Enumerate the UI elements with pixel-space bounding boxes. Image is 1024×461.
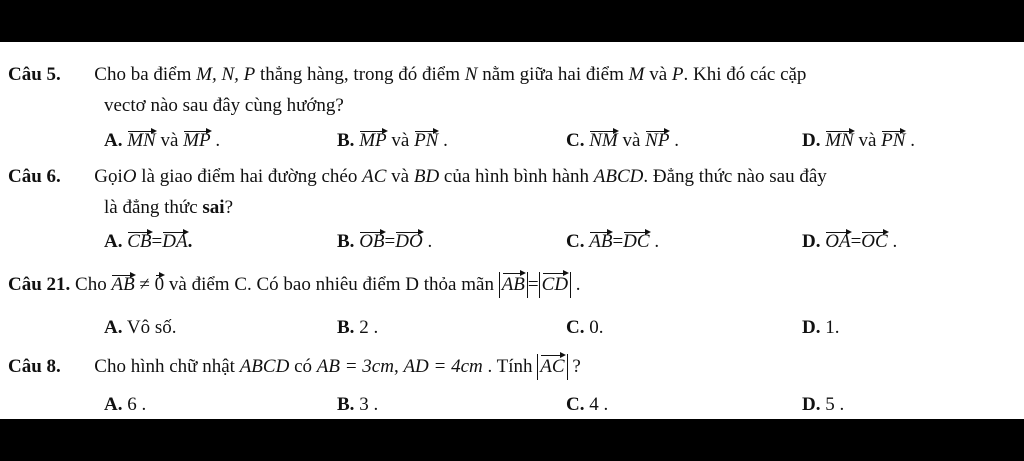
option-text: 5 . [825, 394, 845, 415]
text: . [892, 231, 898, 252]
text: . Đẳng thức nào sau đây [643, 166, 827, 187]
question-21-option-b[interactable] [337, 317, 378, 339]
document-page [0, 42, 1024, 419]
vector: CD [542, 272, 568, 298]
text: và [858, 130, 877, 151]
text: và [622, 130, 641, 151]
vector: AB [502, 272, 525, 298]
option-label: D. [802, 394, 821, 415]
text: ≠ [139, 274, 150, 295]
vector: DO [395, 231, 423, 252]
text: của hình bình hành [443, 166, 590, 187]
text: = [612, 231, 624, 252]
option-text: 0. [589, 317, 604, 338]
question-6-number: Câu 6. [8, 166, 61, 187]
text: . [910, 130, 915, 151]
math-var: O [122, 166, 137, 187]
math-var: M [628, 64, 645, 85]
text: và [391, 130, 410, 151]
math-expr: AD = 4cm [403, 356, 483, 377]
option-label: B. [337, 394, 355, 415]
question-21-option-a[interactable] [104, 317, 177, 339]
question-21-line-1 [8, 272, 581, 298]
option-label: D. [802, 231, 821, 252]
text: là giao điểm hai đường chéo [141, 166, 358, 187]
question-6-option-a[interactable] [104, 231, 192, 253]
option-label: A. [104, 394, 123, 415]
text: Cho ba điểm [94, 64, 192, 85]
text: ? [572, 356, 581, 377]
question-5-option-b[interactable] [337, 130, 448, 152]
question-6-line-1 [8, 166, 827, 188]
question-8-number: Câu 8. [8, 356, 61, 377]
question-5-option-a[interactable] [104, 130, 220, 152]
vector: MN [127, 130, 156, 151]
math-var: ABCD [593, 166, 644, 187]
option-text: 6 . [127, 394, 147, 415]
math-var: AC [362, 166, 387, 187]
text: Cho [75, 274, 107, 295]
option-label: B. [337, 130, 355, 151]
text: . Khi đó các cặp [683, 64, 807, 85]
vector: OA [825, 231, 851, 252]
vector: MP [359, 130, 387, 151]
vector: PN [881, 130, 906, 151]
vector: PN [414, 130, 439, 151]
vector: NM [589, 130, 618, 151]
emphasis: sai [202, 197, 225, 218]
question-5-line-1 [8, 64, 806, 86]
vector: AB [589, 231, 613, 252]
text: Gọi [94, 166, 123, 187]
text: và [649, 64, 668, 85]
question-21-option-d[interactable] [802, 317, 839, 339]
question-8-option-a[interactable] [104, 394, 146, 416]
text: . [427, 231, 433, 252]
question-21-option-c[interactable] [566, 317, 603, 339]
text: có [294, 356, 312, 377]
abs-value [537, 354, 567, 380]
question-5-option-c[interactable] [566, 130, 679, 152]
option-text: 2 . [359, 317, 379, 338]
text: là đẳng thức [104, 197, 198, 218]
text: . [443, 130, 448, 151]
vector: AC [540, 354, 564, 380]
text: = [384, 231, 396, 252]
vector: MP [183, 130, 211, 151]
text: , [393, 356, 399, 377]
option-label: D. [802, 317, 821, 338]
math-var: BD [413, 166, 440, 187]
option-label: C. [566, 394, 585, 415]
question-8-option-d[interactable] [802, 394, 844, 416]
abs-value [539, 272, 571, 298]
text: và điểm C. Có bao nhiêu điểm D thỏa mãn [168, 274, 494, 295]
option-label: C. [566, 317, 585, 338]
text: = [151, 231, 163, 252]
option-label: A. [104, 130, 123, 151]
text: . [674, 130, 679, 151]
math-var: N [464, 64, 478, 85]
question-5-option-d[interactable] [802, 130, 915, 152]
option-label: B. [337, 317, 355, 338]
vector: OB [359, 231, 385, 252]
option-text: Vô số. [126, 317, 177, 338]
text: nằm giữa hai điểm [482, 64, 624, 85]
vector: NP [645, 130, 670, 151]
question-5-line-2: vectơ nào sau đây cùng hướng? [104, 95, 344, 116]
zero-vector: 0 [154, 274, 165, 295]
math-vars: M, N, P [196, 64, 256, 85]
question-21-number: Câu 21. [8, 274, 71, 295]
vector: AB [111, 274, 135, 295]
vector: MN [825, 130, 854, 151]
vector: DC [623, 231, 650, 252]
text: và [160, 130, 179, 151]
text: . [575, 274, 581, 295]
option-text: 1. [825, 317, 840, 338]
text: . Tính [487, 356, 533, 377]
text: ? [224, 197, 234, 218]
text: . [654, 231, 660, 252]
text: Cho hình chữ nhật [94, 356, 235, 377]
question-6-option-c[interactable] [566, 231, 659, 253]
question-5-number: Câu 5. [8, 64, 61, 85]
math-var: P [671, 64, 684, 85]
text: . [215, 130, 221, 151]
option-label: A. [104, 317, 123, 338]
question-6-option-d[interactable] [802, 231, 897, 253]
question-6-line-2 [104, 197, 233, 219]
question-8-line-1 [8, 354, 581, 380]
vector: CB [127, 231, 152, 252]
option-label: D. [802, 130, 821, 151]
option-label: A. [104, 231, 123, 252]
option-label: C. [566, 130, 585, 151]
option-label: B. [337, 231, 355, 252]
question-8-option-b[interactable] [337, 394, 378, 416]
math-expr: AB = 3cm [316, 356, 394, 377]
text: = [850, 231, 862, 252]
option-text: 4 . [589, 394, 609, 415]
option-text: 3 . [359, 394, 379, 415]
question-8-option-c[interactable] [566, 394, 608, 416]
math-var: ABCD [239, 356, 290, 377]
text: và [391, 166, 410, 187]
vector: OC [861, 231, 888, 252]
text: = [527, 274, 539, 295]
text: . [187, 231, 193, 252]
abs-value [499, 272, 528, 298]
text: thẳng hàng, trong đó điểm [260, 64, 461, 85]
question-6-option-b[interactable] [337, 231, 432, 253]
option-label: C. [566, 231, 585, 252]
vector: DA [162, 231, 188, 252]
